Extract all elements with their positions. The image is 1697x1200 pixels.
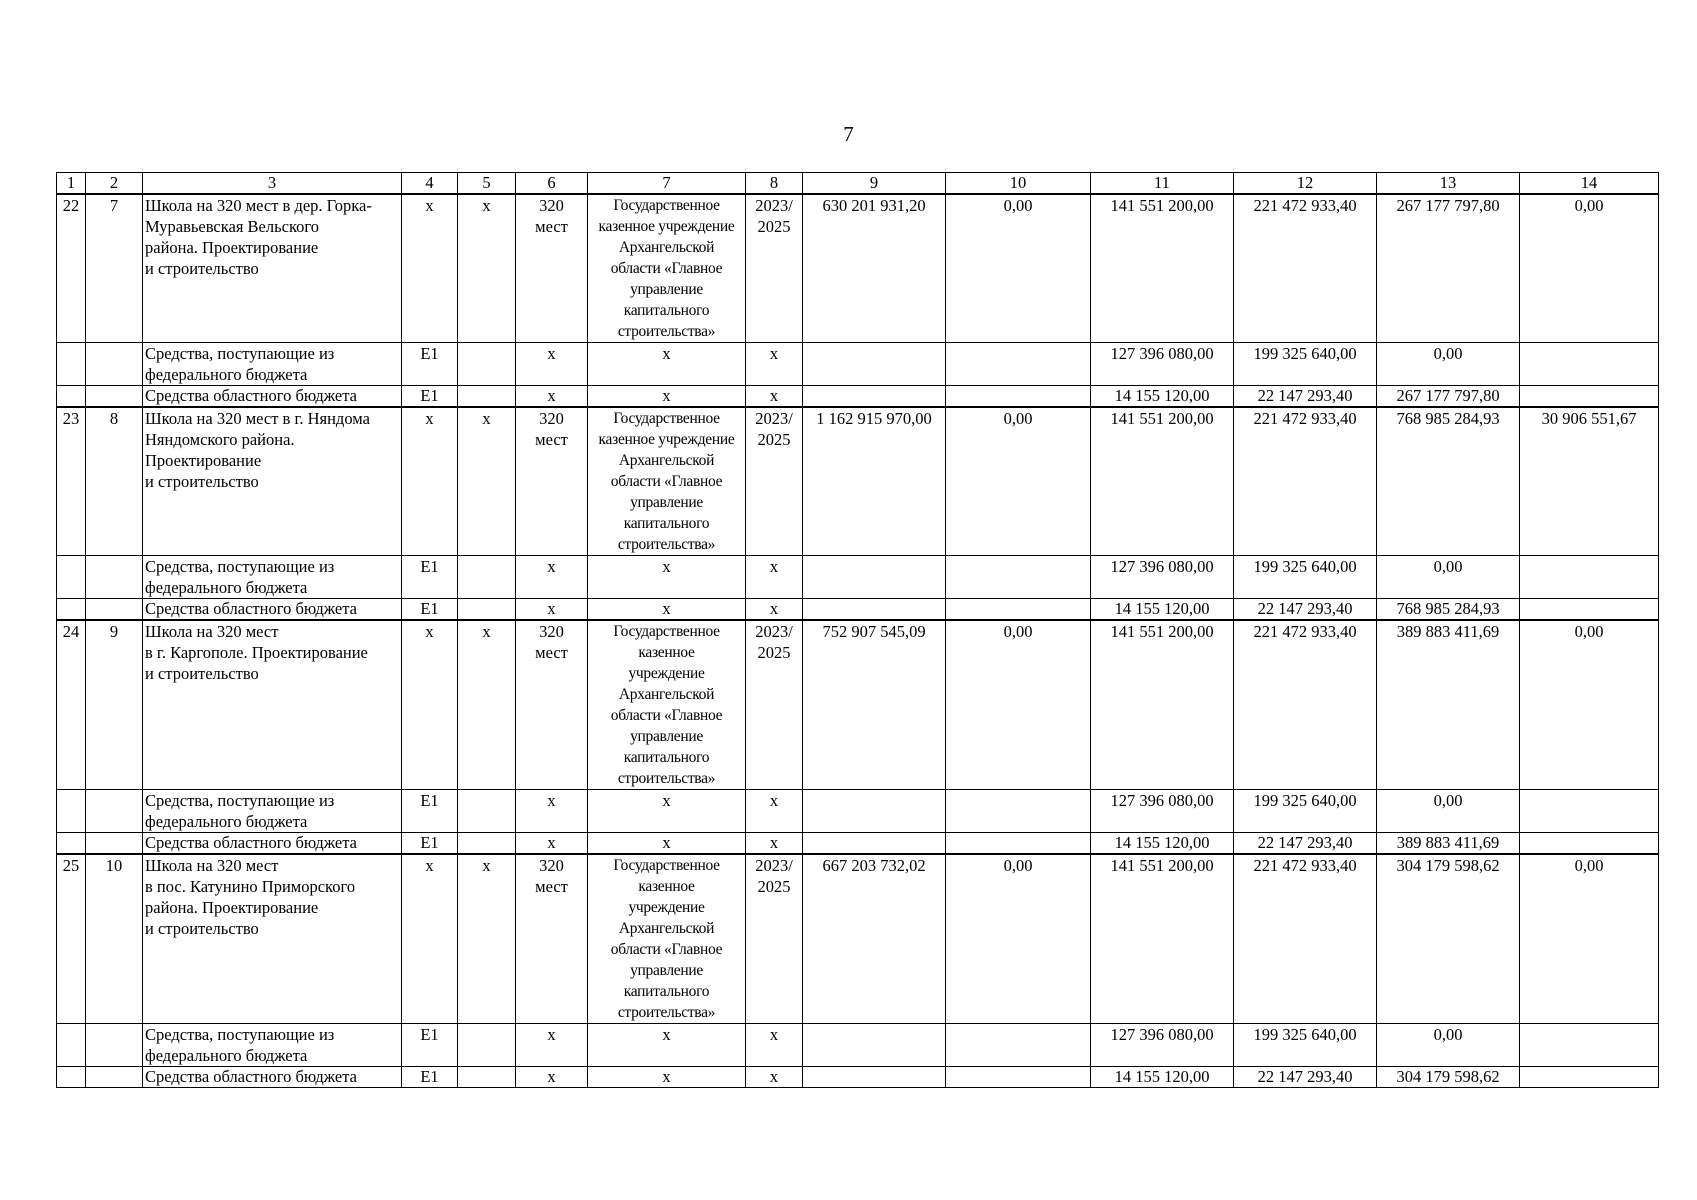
amount-2023: 141 551 200,00 xyxy=(1091,854,1234,1024)
x-mark: х xyxy=(588,599,746,621)
amount-2025: 0,00 xyxy=(1377,343,1520,386)
col4-value: х xyxy=(402,854,458,1024)
object-row xyxy=(57,194,1659,343)
col5-value: х xyxy=(458,407,516,556)
amount-2024: 199 325 640,00 xyxy=(1234,790,1377,833)
amount-2024: 22 147 293,40 xyxy=(1234,599,1377,621)
x-mark: х xyxy=(746,599,803,621)
amount-2023: 127 396 080,00 xyxy=(1091,1024,1234,1067)
row-number: 25 xyxy=(57,854,86,1024)
x-mark: х xyxy=(746,343,803,386)
amount-2023: 141 551 200,00 xyxy=(1091,407,1234,556)
col14-value: 0,00 xyxy=(1520,854,1659,1024)
column-header: 13 xyxy=(1377,173,1520,195)
amount-2024: 221 472 933,40 xyxy=(1234,194,1377,343)
period: 2023/ 2025 xyxy=(746,854,803,1024)
sub-number: 10 xyxy=(86,854,143,1024)
amount-2024: 221 472 933,40 xyxy=(1234,854,1377,1024)
x-mark: х xyxy=(588,1067,746,1088)
funding-code: Е1 xyxy=(402,599,458,621)
customer: Государственное казенное учреждение Архангельской области «Главное управление капитального строительства» xyxy=(588,854,746,1024)
funding-label: Средства областного бюджета xyxy=(143,599,402,621)
col4-value: х xyxy=(402,620,458,790)
object-name: Школа на 320 мест в г. Няндома Няндомского района. Проектирование и строительство xyxy=(143,407,402,556)
amount-2025: 0,00 xyxy=(1377,556,1520,599)
regional-funds-row xyxy=(57,1067,1659,1088)
column-header: 14 xyxy=(1520,173,1659,195)
funding-label: Средства, поступающие из федерального бюджета xyxy=(143,556,402,599)
total-cost: 1 162 915 970,00 xyxy=(803,407,946,556)
investment-objects-table xyxy=(56,172,1659,1088)
col5-value: х xyxy=(458,194,516,343)
row-number: 23 xyxy=(57,407,86,556)
capacity: 320 мест xyxy=(516,194,588,343)
federal-funds-row xyxy=(57,1024,1659,1067)
amount-2023: 14 155 120,00 xyxy=(1091,833,1234,855)
amount-2024: 199 325 640,00 xyxy=(1234,343,1377,386)
x-mark: х xyxy=(746,386,803,408)
funding-label: Средства областного бюджета xyxy=(143,1067,402,1088)
col10-value: 0,00 xyxy=(946,854,1091,1024)
x-mark: х xyxy=(588,833,746,855)
period: 2023/ 2025 xyxy=(746,194,803,343)
amount-2024: 199 325 640,00 xyxy=(1234,556,1377,599)
column-header: 7 xyxy=(588,173,746,195)
column-header: 3 xyxy=(143,173,402,195)
amount-2025: 0,00 xyxy=(1377,790,1520,833)
column-header: 12 xyxy=(1234,173,1377,195)
funding-label: Средства, поступающие из федерального бюджета xyxy=(143,790,402,833)
customer: Государственное казенное учреждение Архангельской области «Главное управление капитального строительства» xyxy=(588,407,746,556)
x-mark: х xyxy=(746,790,803,833)
column-header: 6 xyxy=(516,173,588,195)
x-mark: х xyxy=(516,599,588,621)
funding-code: Е1 xyxy=(402,556,458,599)
col10-value: 0,00 xyxy=(946,194,1091,343)
amount-2023: 14 155 120,00 xyxy=(1091,1067,1234,1088)
column-header: 5 xyxy=(458,173,516,195)
amount-2023: 14 155 120,00 xyxy=(1091,599,1234,621)
amount-2023: 127 396 080,00 xyxy=(1091,556,1234,599)
funding-label: Средства областного бюджета xyxy=(143,386,402,408)
amount-2023: 14 155 120,00 xyxy=(1091,386,1234,408)
x-mark: х xyxy=(516,386,588,408)
x-mark: х xyxy=(588,386,746,408)
amount-2024: 221 472 933,40 xyxy=(1234,620,1377,790)
period: 2023/ 2025 xyxy=(746,620,803,790)
col5-value: х xyxy=(458,854,516,1024)
object-row xyxy=(57,620,1659,790)
amount-2024: 221 472 933,40 xyxy=(1234,407,1377,556)
funding-label: Средства, поступающие из федерального бюджета xyxy=(143,1024,402,1067)
object-group xyxy=(57,407,1659,620)
col4-value: х xyxy=(402,407,458,556)
sub-number: 9 xyxy=(86,620,143,790)
capacity: 320 мест xyxy=(516,854,588,1024)
federal-funds-row xyxy=(57,343,1659,386)
x-mark: х xyxy=(516,790,588,833)
col14-value: 0,00 xyxy=(1520,194,1659,343)
object-group xyxy=(57,854,1659,1088)
amount-2025: 389 883 411,69 xyxy=(1377,833,1520,855)
funding-code: Е1 xyxy=(402,343,458,386)
capacity: 320 мест xyxy=(516,407,588,556)
object-row xyxy=(57,854,1659,1024)
column-header: 11 xyxy=(1091,173,1234,195)
col14-value: 30 906 551,67 xyxy=(1520,407,1659,556)
funding-label: Средства, поступающие из федерального бюджета xyxy=(143,343,402,386)
amount-2025: 0,00 xyxy=(1377,1024,1520,1067)
x-mark: х xyxy=(746,1024,803,1067)
object-row xyxy=(57,407,1659,556)
x-mark: х xyxy=(588,343,746,386)
amount-2025: 304 179 598,62 xyxy=(1377,1067,1520,1088)
amount-2025: 768 985 284,93 xyxy=(1377,599,1520,621)
object-name: Школа на 320 мест в г. Каргополе. Проектирование и строительство xyxy=(143,620,402,790)
amount-2024: 22 147 293,40 xyxy=(1234,833,1377,855)
amount-2024: 22 147 293,40 xyxy=(1234,386,1377,408)
funding-code: Е1 xyxy=(402,1024,458,1067)
x-mark: х xyxy=(516,1024,588,1067)
x-mark: х xyxy=(746,833,803,855)
x-mark: х xyxy=(588,1024,746,1067)
sub-number: 8 xyxy=(86,407,143,556)
amount-2025: 768 985 284,93 xyxy=(1377,407,1520,556)
total-cost: 752 907 545,09 xyxy=(803,620,946,790)
customer: Государственное казенное учреждение Архангельской области «Главное управление капитального строительства» xyxy=(588,194,746,343)
column-header: 10 xyxy=(946,173,1091,195)
amount-2023: 127 396 080,00 xyxy=(1091,790,1234,833)
x-mark: х xyxy=(516,343,588,386)
column-header: 2 xyxy=(86,173,143,195)
regional-funds-row xyxy=(57,833,1659,855)
amount-2025: 267 177 797,80 xyxy=(1377,194,1520,343)
federal-funds-row xyxy=(57,556,1659,599)
x-mark: х xyxy=(746,1067,803,1088)
amount-2025: 304 179 598,62 xyxy=(1377,854,1520,1024)
amount-2023: 127 396 080,00 xyxy=(1091,343,1234,386)
sub-number: 7 xyxy=(86,194,143,343)
x-mark: х xyxy=(588,790,746,833)
x-mark: х xyxy=(516,556,588,599)
row-number: 22 xyxy=(57,194,86,343)
federal-funds-row xyxy=(57,790,1659,833)
x-mark: х xyxy=(588,556,746,599)
funding-code: Е1 xyxy=(402,1067,458,1088)
col14-value: 0,00 xyxy=(1520,620,1659,790)
column-header: 8 xyxy=(746,173,803,195)
amount-2025: 389 883 411,69 xyxy=(1377,620,1520,790)
column-header: 4 xyxy=(402,173,458,195)
row-number: 24 xyxy=(57,620,86,790)
funding-code: Е1 xyxy=(402,833,458,855)
capacity: 320 мест xyxy=(516,620,588,790)
customer: Государственное казенное учреждение Архангельской области «Главное управление капитального строительства» xyxy=(588,620,746,790)
x-mark: х xyxy=(516,833,588,855)
x-mark: х xyxy=(516,1067,588,1088)
total-cost: 667 203 732,02 xyxy=(803,854,946,1024)
regional-funds-row xyxy=(57,386,1659,408)
object-name: Школа на 320 мест в пос. Катунино Приморского района. Проектирование и строительство xyxy=(143,854,402,1024)
funding-code: Е1 xyxy=(402,386,458,408)
page-number: 7 xyxy=(843,122,854,146)
funding-label: Средства областного бюджета xyxy=(143,833,402,855)
object-group xyxy=(57,620,1659,854)
amount-2025: 267 177 797,80 xyxy=(1377,386,1520,408)
total-cost: 630 201 931,20 xyxy=(803,194,946,343)
object-group xyxy=(57,194,1659,407)
regional-funds-row xyxy=(57,599,1659,621)
col10-value: 0,00 xyxy=(946,407,1091,556)
x-mark: х xyxy=(746,556,803,599)
col4-value: х xyxy=(402,194,458,343)
col5-value: х xyxy=(458,620,516,790)
object-name: Школа на 320 мест в дер. Горка- Муравьевская Вельского района. Проектирование и строительство xyxy=(143,194,402,343)
amount-2024: 22 147 293,40 xyxy=(1234,1067,1377,1088)
column-header: 9 xyxy=(803,173,946,195)
column-number-row xyxy=(57,173,1659,195)
col10-value: 0,00 xyxy=(946,620,1091,790)
column-header: 1 xyxy=(57,173,86,195)
amount-2023: 141 551 200,00 xyxy=(1091,620,1234,790)
amount-2024: 199 325 640,00 xyxy=(1234,1024,1377,1067)
period: 2023/ 2025 xyxy=(746,407,803,556)
amount-2023: 141 551 200,00 xyxy=(1091,194,1234,343)
funding-code: Е1 xyxy=(402,790,458,833)
